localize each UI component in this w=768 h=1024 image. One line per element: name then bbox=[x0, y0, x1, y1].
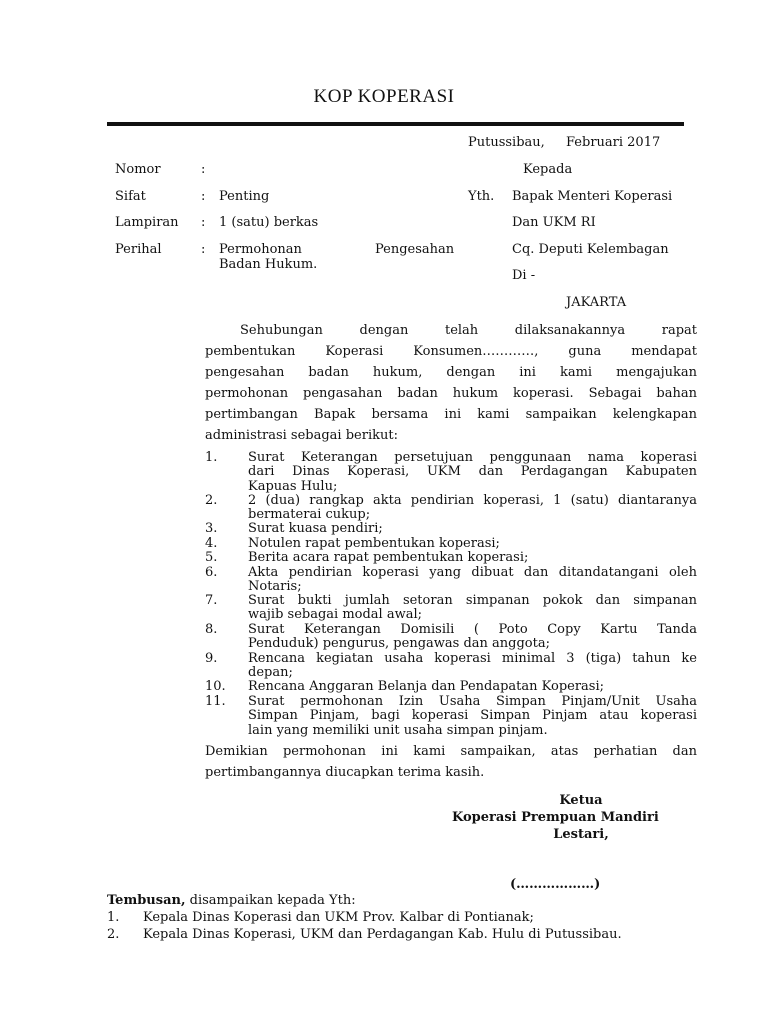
perihal-value-1b: Pengesahan bbox=[375, 242, 455, 257]
recipient-line3: Cq. Deputi Kelembagan bbox=[512, 242, 669, 257]
list-item bbox=[205, 652, 697, 681]
cc-label: Tembusan, bbox=[107, 893, 186, 908]
signature-title: Ketua bbox=[559, 793, 603, 808]
list-item-number: 2. bbox=[205, 493, 218, 508]
recipient-line4: Di - bbox=[512, 268, 536, 283]
list-item-text: wajib sebagai modal awal; bbox=[248, 607, 423, 623]
cc-heading bbox=[107, 893, 356, 908]
date-place: Putussibau, bbox=[468, 135, 545, 150]
list-item bbox=[205, 494, 697, 523]
letterhead-title: KOP KOPERASI bbox=[313, 86, 455, 107]
list-item bbox=[205, 566, 697, 595]
list-item-number: 8. bbox=[205, 622, 218, 637]
list-item-text: Notulen rapat pembentukan koperasi; bbox=[248, 536, 500, 551]
lampiran-label: Lampiran bbox=[115, 215, 179, 230]
list-item-text: dari Dinas Koperasi, UKM dan Perdagangan Kabupaten bbox=[248, 464, 697, 480]
list-item-number: 7. bbox=[205, 593, 218, 608]
list-item-text: 2 (dua) rangkap akta pendirian koperasi, 1 (satu) diantaranya bbox=[248, 493, 697, 508]
recipient-kepada: Kepada bbox=[523, 162, 573, 177]
cc-item-text: Kepala Dinas Koperasi, UKM dan Perdagangan Kab. Hulu di Putussibau. bbox=[143, 927, 622, 942]
list-item bbox=[205, 695, 697, 738]
list-item-number: 10. bbox=[205, 679, 226, 694]
recipient-line1: Bapak Menteri Koperasi bbox=[512, 189, 673, 204]
meta-sep: : bbox=[201, 242, 206, 257]
list-item-text: Simpan Pinjam, bagi koperasi Simpan Pinjam atau koperasi bbox=[248, 708, 697, 724]
body-paragraph-line: pertimbangan Bapak bersama ini kami sampaikan kelengkapan bbox=[205, 407, 697, 422]
cc-item-number: 2. bbox=[107, 927, 120, 942]
list-item-number: 3. bbox=[205, 521, 218, 536]
list-item-number: 6. bbox=[205, 565, 218, 580]
meta-sep: : bbox=[201, 162, 206, 177]
list-item bbox=[205, 594, 697, 623]
recipient-yth: Yth. bbox=[468, 189, 495, 204]
list-item-number: 1. bbox=[205, 450, 218, 465]
cc-item-text: Kepala Dinas Koperasi dan UKM Prov. Kalbar di Pontianak; bbox=[143, 910, 534, 925]
list-item-text: depan; bbox=[248, 665, 293, 681]
list-item-text: Akta pendirian koperasi yang dibuat dan ditandatangani oleh bbox=[248, 565, 697, 580]
list-item-text: Surat kuasa pendiri; bbox=[248, 521, 383, 536]
closing-line: Demikian permohonan ini kami sampaikan, atas perhatian dan bbox=[205, 744, 697, 759]
cc-item-number: 1. bbox=[107, 910, 120, 925]
list-item-text: lain yang memiliki unit usaha simpan pinjam. bbox=[248, 722, 548, 738]
recipient-line2: Dan UKM RI bbox=[512, 215, 596, 230]
list-item-number: 9. bbox=[205, 651, 218, 666]
closing-line: pertimbangannya diucapkan terima kasih. bbox=[205, 765, 485, 780]
perihal-value-1a: Permohonan bbox=[219, 242, 302, 257]
meta-sep: : bbox=[201, 189, 206, 204]
list-item-text: Berita acara rapat pembentukan koperasi; bbox=[248, 550, 529, 565]
body-paragraph-line: permohonan pengasahan badan hukum koperasi. Sebagai bahan bbox=[205, 386, 697, 401]
list-item-text: Rencana kegiatan usaha koperasi minimal 3 (tiga) tahun ke bbox=[248, 651, 697, 666]
body-paragraph-line: pembentukan Koperasi Konsumen…………, guna mendapat bbox=[205, 344, 697, 359]
list-item-number: 5. bbox=[205, 550, 218, 565]
list-item-text: Surat Keterangan Domisili ( Poto Copy Kartu Tanda bbox=[248, 622, 697, 637]
signature-org-line2: Lestari, bbox=[553, 827, 609, 842]
list-item bbox=[205, 680, 697, 694]
list-item bbox=[205, 623, 697, 652]
body-paragraph-line: pengesahan badan hukum, dengan ini kami mengajukan bbox=[205, 365, 697, 380]
lampiran-value: 1 (satu) berkas bbox=[219, 215, 319, 230]
list-item-text: Kapuas Hulu; bbox=[248, 478, 338, 494]
list-item-number: 11. bbox=[205, 694, 226, 709]
signature-name: (………………) bbox=[510, 877, 601, 892]
list-item-text: Notaris; bbox=[248, 579, 302, 595]
list-item-text: bermaterai cukup; bbox=[248, 507, 371, 523]
signature-org-line1: Koperasi Prempuan Mandiri bbox=[452, 810, 659, 825]
perihal-label: Perihal bbox=[115, 242, 162, 257]
nomor-label: Nomor bbox=[115, 162, 161, 177]
meta-sep: : bbox=[201, 215, 206, 230]
list-item-text: Surat Keterangan persetujuan penggunaan nama koperasi bbox=[248, 450, 697, 465]
list-item-text: Rencana Anggaran Belanja dan Pendapatan Koperasi; bbox=[248, 679, 605, 694]
body-paragraph-line: Sehubungan dengan telah dilaksanakannya rapat bbox=[240, 323, 697, 338]
perihal-value-2: Badan Hukum. bbox=[219, 257, 318, 272]
sifat-label: Sifat bbox=[115, 189, 146, 204]
date-month-year: Februari 2017 bbox=[566, 135, 661, 150]
list-item-number: 4. bbox=[205, 536, 218, 551]
list-item-text: Penduduk) pengurus, pengawas dan anggota; bbox=[248, 636, 550, 652]
cc-rest: disampaikan kepada Yth: bbox=[185, 893, 356, 908]
letterhead-rule bbox=[107, 122, 684, 126]
sifat-value: Penting bbox=[219, 189, 270, 204]
body-paragraph-line: administrasi sebagai berikut: bbox=[205, 428, 398, 443]
list-item bbox=[205, 451, 697, 494]
list-item bbox=[205, 522, 697, 536]
recipient-city: JAKARTA bbox=[566, 295, 627, 310]
list-item-text: Surat permohonan Izin Usaha Simpan Pinjam/Unit Usaha bbox=[248, 694, 697, 709]
list-item bbox=[205, 551, 697, 565]
list-item-text: Surat bukti jumlah setoran simpanan pokok dan simpanan bbox=[248, 593, 697, 608]
